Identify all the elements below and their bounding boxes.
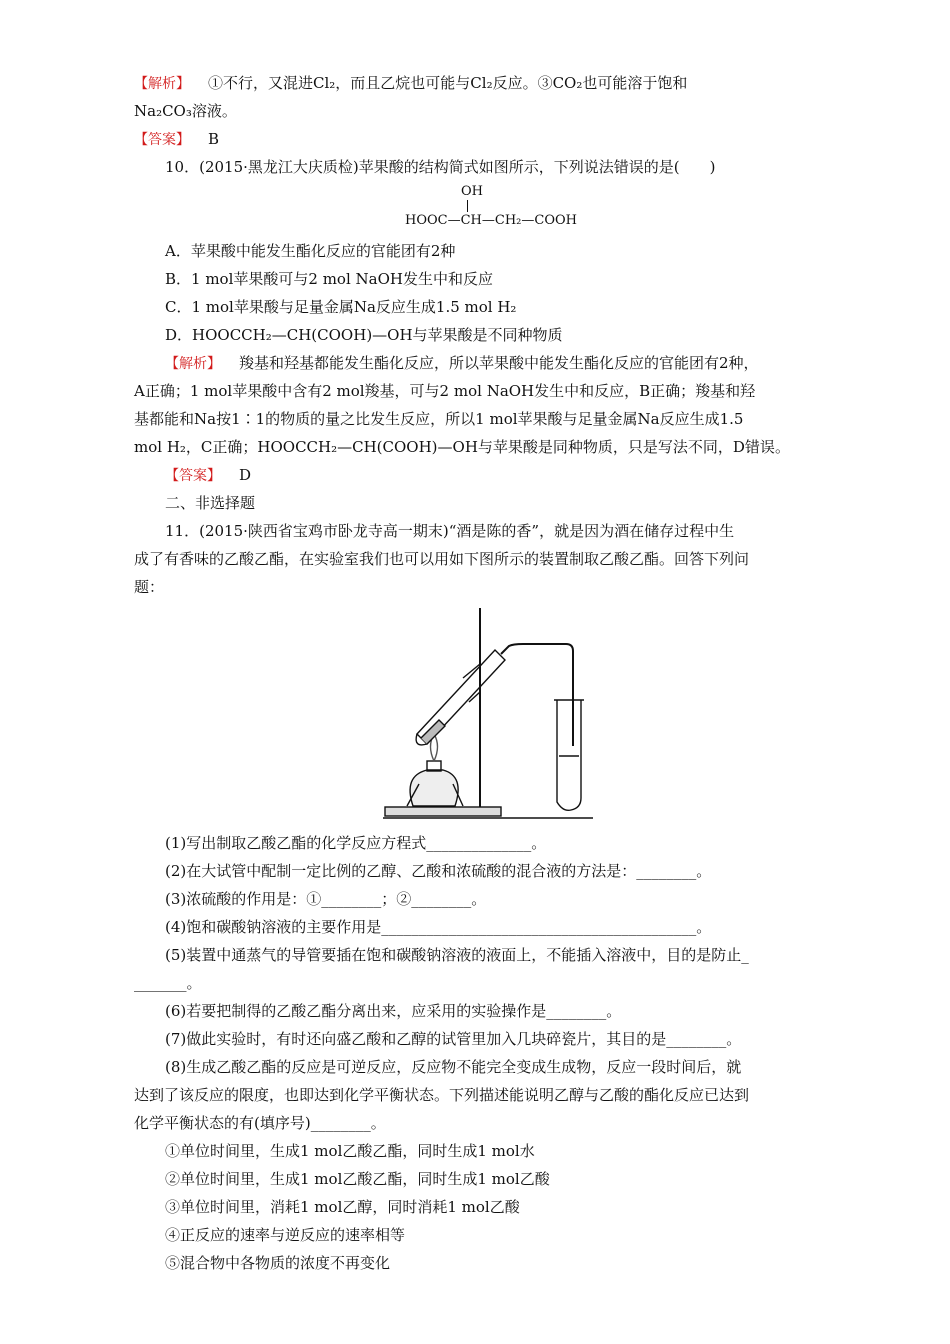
question-11-line-3: 题： <box>134 578 165 596</box>
question-11-line-2: 成了有香味的乙酸乙酯，在实验室我们也可以用如下图所示的装置制取乙酸乙酯。回答下列问 <box>134 550 750 568</box>
answer-line-1 <box>134 128 824 151</box>
explanation-text: 羧基和羟基都能发生酯化反应，所以苹果酸中能发生酯化反应的官能团有2种， <box>239 354 759 372</box>
part-8-line-3: 化学平衡状态的有(填序号)________。 <box>134 1114 386 1132</box>
answer-tag: 【答案】 <box>134 132 190 148</box>
statement-1: ①单位时间里，生成1 mol乙酸乙酯，同时生成1 mol水 <box>165 1142 535 1160</box>
statement-2: ②单位时间里，生成1 mol乙酸乙酯，同时生成1 mol乙酸 <box>165 1170 550 1188</box>
answer-tag: 【答案】 <box>165 468 221 484</box>
explanation-line-4: mol H₂，C正确；HOOCCH₂—CH(COOH)—OH与苹果酸是同种物质，只是写法不同，D错误。 <box>134 438 790 456</box>
part-5-line-2: _______。 <box>134 974 202 992</box>
formula-oh: OH <box>461 184 483 199</box>
analysis-line-2: Na₂CO₃溶液。 <box>134 102 237 120</box>
explanation-line-2: A正确；1 mol苹果酸中含有2 mol羧基，可与2 mol NaOH发生中和反应，B正确；羧基和羟 <box>134 382 756 400</box>
answer-value: B <box>208 130 220 148</box>
option-a: A．苹果酸中能发生酯化反应的官能团有2种 <box>165 242 456 260</box>
part-7: (7)做此实验时，有时还向盛乙酸和乙醇的试管里加入几块碎瓷片，其目的是________。 <box>165 1030 742 1048</box>
formula-bond <box>467 200 468 212</box>
apparatus-figure <box>383 606 593 821</box>
answer-line-2 <box>165 464 855 487</box>
question-11-line-1: 11．(2015·陕西省宝鸡市卧龙寺高一期末)“酒是陈的香”，就是因为酒在储存过程中生 <box>165 522 735 540</box>
part-8-line-2: 达到了该反应的限度，也即达到化学平衡状态。下列描述能说明乙醇与乙酸的酯化反应已达到 <box>134 1086 750 1104</box>
explanation-line-3: 基都能和Na按1∶1的物质的量之比发生反应，所以1 mol苹果酸与足量金属Na反应生成1.5 <box>134 410 744 428</box>
section-heading: 二、非选择题 <box>165 494 256 512</box>
analysis-tag: 【解析】 <box>165 356 221 372</box>
statement-4: ④正反应的速率与逆反应的速率相等 <box>165 1226 406 1244</box>
part-3: (3)浓硫酸的作用是：①________；②________。 <box>165 890 487 908</box>
explanation-line-1 <box>165 352 855 375</box>
question-10: 10．(2015·黑龙江大庆质检)苹果酸的结构简式如图所示，下列说法错误的是( ) <box>165 158 716 176</box>
part-6: (6)若要把制得的乙酸乙酯分离出来，应采用的实验操作是________。 <box>165 1002 622 1020</box>
option-c: C．1 mol苹果酸与足量金属Na反应生成1.5 mol H₂ <box>165 298 517 316</box>
part-2: (2)在大试管中配制一定比例的乙醇、乙酸和浓硫酸的混合液的方法是：________。 <box>165 862 712 880</box>
answer-value: D <box>239 466 252 484</box>
option-b: B．1 mol苹果酸可与2 mol NaOH发生中和反应 <box>165 270 493 288</box>
part-5-line-1: (5)装置中通蒸气的导管要插在饱和碳酸钠溶液的液面上，不能插入溶液中，目的是防止_ <box>165 946 749 964</box>
part-4: (4)饱和碳酸钠溶液的主要作用是__________________________________________。 <box>165 918 712 936</box>
analysis-text: ①不行，又混进Cl₂，而且乙烷也可能与Cl₂反应。③CO₂也可能溶于饱和 <box>208 74 688 92</box>
part-8-line-1: (8)生成乙酸乙酯的反应是可逆反应，反应物不能完全变成生成物，反应一段时间后，就 <box>165 1058 742 1076</box>
option-d: D．HOOCCH₂—CH(COOH)—OH与苹果酸是不同种物质 <box>165 326 563 344</box>
part-1: (1)写出制取乙酸乙酯的化学反应方程式______________。 <box>165 834 547 852</box>
statement-5: ⑤混合物中各物质的浓度不再变化 <box>165 1254 391 1272</box>
formula-chain: HOOC—CH—CH₂—COOH <box>405 213 577 228</box>
analysis-line-1 <box>134 72 824 95</box>
statement-3: ③单位时间里，消耗1 mol乙醇，同时消耗1 mol乙酸 <box>165 1198 520 1216</box>
analysis-tag: 【解析】 <box>134 76 190 92</box>
